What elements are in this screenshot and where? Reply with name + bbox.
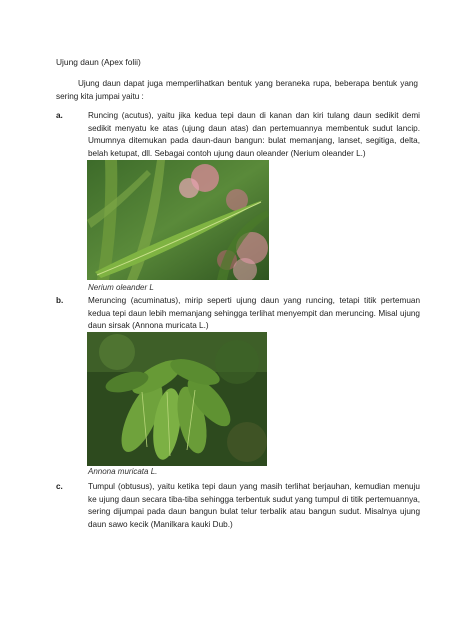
soursop-leaf-photo — [87, 332, 267, 466]
list-item-text: Tumpul (obtusus), yaitu ketika tepi daun yang masih terlihat berjauhan, kemudian menuju ke ujung daun secara tiba-tiba sehingga terbentuk sudut yang tumpul di titik pertemuannya, sering dijumpai pada daun bangun bulat telur terbalik atau bangun sudut. Misalnya ujung daun sawo kecik (Manilkara kauki Dub.) — [88, 482, 420, 530]
intro-paragraph: Ujung daun dapat juga memperlihatkan bentuk yang beraneka rupa, beberapa bentuk yang sering kita jumpai yaitu : — [56, 79, 418, 101]
list-item-text: Runcing (acutus), yaitu jika kedua tepi daun di kanan dan kiri tulang daun sedikit demi sedikit menyatu ke atas (ujung daun atas) dan pertemuannya membentuk sudut lancip. Umumnya ditemukan pada daun-daun bangun: bulat memanjang, lanset, segitiga, delta, belah ketupat, dll. Sebagai contoh ujung daun oleander (Nerium oleander L.) — [88, 111, 420, 159]
list-letter: a. — [56, 111, 63, 120]
oleander-leaf-photo — [87, 160, 269, 280]
section-heading: Ujung daun (Apex folii) — [56, 57, 141, 67]
list-item-c — [56, 481, 420, 532]
photo-caption-a: Nerium oleander L — [88, 283, 154, 292]
photo-caption-b: Annona muricata L. — [88, 467, 158, 476]
list-letter: c. — [56, 482, 63, 491]
list-item-a — [56, 110, 420, 161]
list-letter: b. — [56, 296, 64, 305]
list-item-text: Meruncing (acuminatus), mirip seperti ujung daun yang runcing, tetapi titik pertemuan kedua tepi daun lebih memanjang sehingga terlihat menyempit dan meruncing. Misal ujung daun sirsak (Annona muricata L.) — [88, 296, 420, 331]
list-item-b — [56, 295, 420, 333]
